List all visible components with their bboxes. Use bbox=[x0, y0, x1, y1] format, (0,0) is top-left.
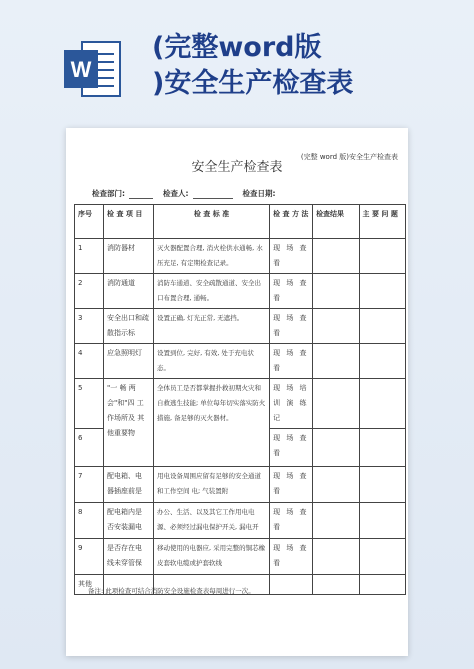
date-label: 检查日期: bbox=[242, 189, 276, 198]
col-header: 检 查 方 法 bbox=[270, 205, 313, 239]
footnote: 备注: 此项检查可结合消防安全设施检查表每周进行一次。 bbox=[88, 587, 255, 595]
col-header: 检查结果 bbox=[313, 205, 359, 239]
row-method: 现 场 查 看 bbox=[270, 309, 313, 344]
banner-title bbox=[152, 30, 452, 102]
row-method: 现 场 查 看 bbox=[270, 429, 313, 467]
table-row bbox=[75, 309, 406, 344]
row-result[interactable] bbox=[313, 575, 359, 595]
row-result[interactable] bbox=[313, 239, 359, 274]
row-item: 安全出口和疏散指示标 bbox=[104, 309, 154, 344]
row-result[interactable] bbox=[313, 467, 359, 503]
row-item: 配电箱内是 否安装漏电 bbox=[104, 503, 154, 539]
row-issue[interactable] bbox=[359, 274, 405, 309]
row-number: 5 bbox=[75, 379, 104, 429]
table-row bbox=[75, 239, 406, 274]
row-standard: 用电设备周围应留有足够的安全通道和工作空间 电; 气装置附 bbox=[153, 467, 269, 503]
row-number: 其他 bbox=[75, 575, 104, 595]
row-number: 2 bbox=[75, 274, 104, 309]
row-number: 6 bbox=[75, 429, 104, 467]
row-standard: 消防车通道、安全疏散通道、安全出口布置合理, 通畅。 bbox=[153, 274, 269, 309]
inspection-table bbox=[74, 204, 406, 595]
meta-row bbox=[92, 188, 392, 199]
row-number: 3 bbox=[75, 309, 104, 344]
row-result[interactable] bbox=[313, 379, 359, 429]
row-method: 现 场 查 看 bbox=[270, 467, 313, 503]
row-result[interactable] bbox=[313, 539, 359, 575]
row-item: "一 畅 两 会"和"四 工作场所及 其他重要物 bbox=[104, 379, 154, 467]
col-header: 检 查 项 目 bbox=[104, 205, 154, 239]
row-standard: 设置到位, 完好, 有效, 处于充电状态。 bbox=[153, 344, 269, 379]
banner-title-line2: )安全生产检查表 bbox=[152, 68, 354, 99]
row-method bbox=[270, 575, 313, 595]
banner-title-line1: (完整word版 bbox=[152, 32, 322, 63]
col-header: 序号 bbox=[75, 205, 104, 239]
row-result[interactable] bbox=[313, 503, 359, 539]
row-method: 现 场 培 训 演 练 记 bbox=[270, 379, 313, 429]
table-row bbox=[75, 274, 406, 309]
row-issue[interactable] bbox=[359, 575, 405, 595]
table-header-row bbox=[75, 205, 406, 239]
row-number: 7 bbox=[75, 467, 104, 503]
row-number: 8 bbox=[75, 503, 104, 539]
row-standard: 全体员工是否都掌握扑救初期火灾和自救逃生技能; 单位每年切实落实防火措施, 备足够的灭火器材。 bbox=[153, 379, 269, 467]
table-row bbox=[75, 467, 406, 503]
col-header: 检 查 标 准 bbox=[153, 205, 269, 239]
row-method: 现 场 查 看 bbox=[270, 344, 313, 379]
row-issue[interactable] bbox=[359, 344, 405, 379]
row-result[interactable] bbox=[313, 429, 359, 467]
row-issue[interactable] bbox=[359, 467, 405, 503]
row-issue[interactable] bbox=[359, 539, 405, 575]
table-row bbox=[75, 539, 406, 575]
table-row bbox=[75, 379, 406, 429]
row-standard: 灭火器配置合理, 消火栓供水通畅, 水压充足, 有定期检查记录。 bbox=[153, 239, 269, 274]
word-doc-icon bbox=[62, 38, 124, 100]
row-result[interactable] bbox=[313, 309, 359, 344]
row-number: 1 bbox=[75, 239, 104, 274]
row-result[interactable] bbox=[313, 274, 359, 309]
row-item: 应急照明灯 bbox=[104, 344, 154, 379]
row-issue[interactable] bbox=[359, 429, 405, 467]
table-row bbox=[75, 344, 406, 379]
row-issue[interactable] bbox=[359, 503, 405, 539]
row-item: 配电箱、电 器插座前是 bbox=[104, 467, 154, 503]
row-result[interactable] bbox=[313, 344, 359, 379]
row-issue[interactable] bbox=[359, 379, 405, 429]
dept-label: 检查部门: bbox=[92, 189, 125, 198]
row-standard: 设置正确, 灯光正常, 无遮挡。 bbox=[153, 309, 269, 344]
row-number: 9 bbox=[75, 539, 104, 575]
row-method: 现 场 查 看 bbox=[270, 503, 313, 539]
row-standard: 办公、生活、以及其它工作用电电源、必须经过漏电保护开关, 漏电开 bbox=[153, 503, 269, 539]
table-row bbox=[75, 503, 406, 539]
row-issue[interactable] bbox=[359, 239, 405, 274]
document-title: 安全生产检查表 bbox=[191, 160, 283, 175]
row-standard: 移动使用的电器应, 采用完整的铜芯橡皮套软电缆或护套软线 bbox=[153, 539, 269, 575]
page-header: (完整 word 版)安全生产检查表 bbox=[300, 153, 398, 161]
row-item: 是否存在电 线未穿管保 bbox=[104, 539, 154, 575]
row-method: 现 场 查 看 bbox=[270, 239, 313, 274]
row-issue[interactable] bbox=[359, 309, 405, 344]
document-page bbox=[66, 128, 408, 656]
dept-blank bbox=[129, 190, 153, 199]
row-method: 现 场 查 看 bbox=[270, 274, 313, 309]
row-number: 4 bbox=[75, 344, 104, 379]
row-item: 消防通道 bbox=[104, 274, 154, 309]
word-icon-letter: W bbox=[70, 57, 92, 82]
inspector-label: 检查人: bbox=[163, 189, 189, 198]
row-item: 消防器材 bbox=[104, 239, 154, 274]
inspector-blank bbox=[193, 190, 233, 199]
col-header: 主 要 问 题 bbox=[359, 205, 405, 239]
row-method: 现 场 查 看 bbox=[270, 539, 313, 575]
